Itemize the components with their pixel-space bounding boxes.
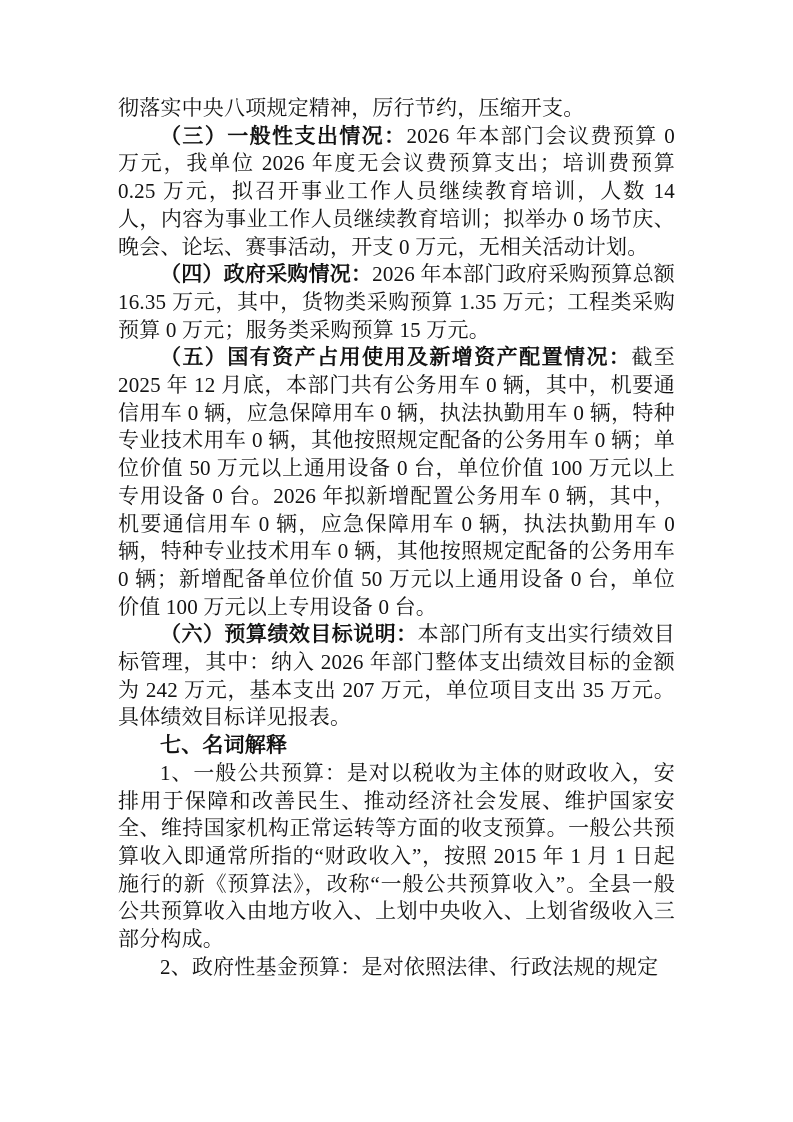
paragraph-lead: （三）一般性支出情况：	[160, 123, 407, 148]
paragraph-lead: （四）政府采购情况：	[160, 262, 373, 287]
paragraph-body: 截至 2025 年 12 月底，本部门共有公务用车 0 辆，其中，机要通信用车 0 辆，应急保障用车 0 辆，执法执勤用车 0 辆，特种专业技术用车 0 辆，其他按照规定配备的公务用车 0 辆；单位价值 50 万元以上通用设备 0 台，单位价值 100 万元以上专用设备 0 台。2026 年拟新增配置公务用车 0 辆，其中，机要通信用车 0 辆，应急保障用车 0 辆，执法执勤用车 0 辆，特种专业技术用车 0 辆，其他按照规定配备的公务用车 0 辆；新增配备单位价值 50 万元以上通用设备 0 台，单位价值 100 万元以上专用设备 0 台。	[118, 345, 675, 619]
paragraph-body: 彻落实中央八项规定精神，厉行节约，压缩开支。	[118, 96, 585, 120]
paragraph-general-public-budget	[118, 760, 675, 954]
paragraph-lead: （六）预算绩效目标说明：	[160, 622, 418, 647]
section-heading-text: 七、名词解释	[160, 733, 288, 758]
paragraph-body: 1、一般公共预算：是对以税收为主体的财政收入，安排用于保障和改善民生、推动经济社会发展、维护国家安全、维持国家机构正常运转等方面的收支预算。一般公共预算收入即通常所指的“财政收入”，按照 2015 年 1 月 1 日起施行的新《预算法》，改称“一般公共预算收入”。全县一般公共预算收入由地方收入、上划中央收入、上划省级收入三部分构成。	[118, 760, 675, 952]
paragraph-government-procurement	[118, 261, 675, 344]
heading-glossary	[118, 732, 675, 760]
paragraph-gov-fund-budget	[118, 954, 675, 982]
paragraph-performance-targets	[118, 621, 675, 732]
paragraph-body: 2026 年本部门会议费预算 0 万元，我单位 2026 年度无会议费预算支出；培训费预算 0.25 万元，拟召开事业工作人员继续教育培训，人数 14 人，内容为事业工作人员继续教育培训；拟举办 0 场节庆、晚会、论坛、赛事活动，开支 0 万元，无相关活动计划。	[118, 123, 675, 259]
paragraph-lead: （五）国有资产占用使用及新增资产配置情况：	[160, 345, 632, 370]
paragraph-continuation	[118, 95, 675, 123]
paragraph-state-assets	[118, 344, 675, 621]
document-text-block	[118, 95, 675, 982]
paragraph-body: 2、政府性基金预算：是对依照法律、行政法规的规定	[160, 954, 659, 979]
paragraph-body: 2026 年本部门政府采购预算总额 16.35 万元，其中，货物类采购预算 1.35 万元；工程类采购预算 0 万元；服务类采购预算 15 万元。	[118, 262, 675, 342]
paragraph-general-expenditure	[118, 123, 675, 262]
paragraph-body: 本部门所有支出实行绩效目标管理，其中：纳入 2026 年部门整体支出绩效目标的金额为 242 万元，基本支出 207 万元，单位项目支出 35 万元。具体绩效目标详见报表。	[118, 622, 675, 730]
